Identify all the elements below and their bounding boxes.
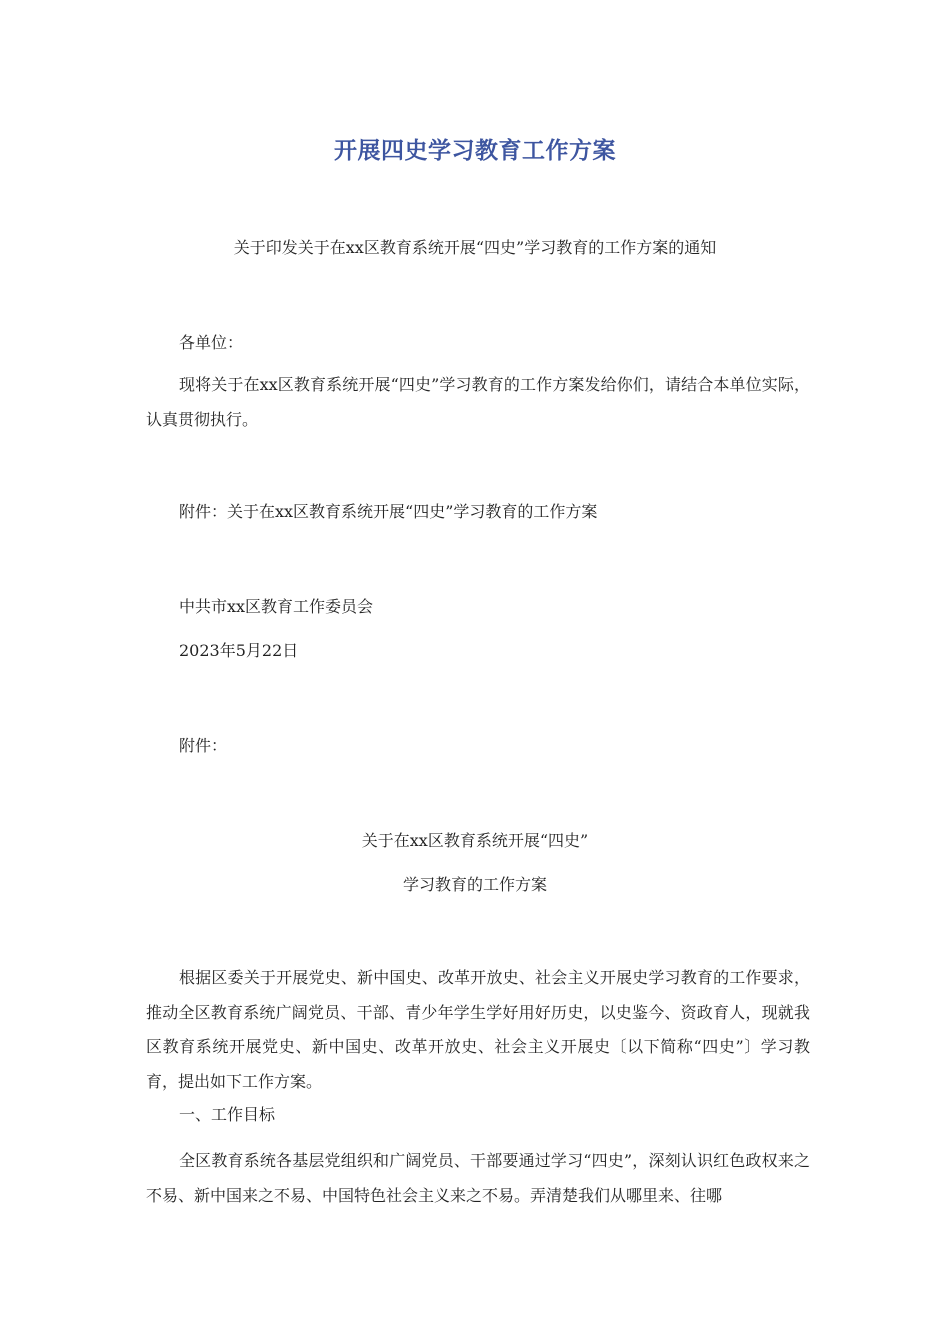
plan-title-line-2: 学习教育的工作方案 bbox=[402, 875, 547, 894]
attachment-label: 附件： bbox=[179, 736, 228, 755]
plan-title-line-1: 关于在xx区教育系统开展“四史” bbox=[361, 831, 589, 850]
issue-date: 2023年5月22日 bbox=[179, 641, 299, 660]
attachment-line: 附件：关于在xx区教育系统开展“四史”学习教育的工作方案 bbox=[179, 502, 598, 521]
salutation: 各单位： bbox=[179, 333, 244, 352]
document-title: 开展四史学习教育工作方案 bbox=[334, 138, 616, 164]
section-heading-1: 一、工作目标 bbox=[179, 1105, 276, 1124]
body-paragraph-2: 全区教育系统各基层党组织和广阔党员、干部要通过学习“四史”，深刻认识红色政权来之不易、新中国来之不易、中国特色社会主义来之不易。弄清楚我们从哪里来、往哪 bbox=[146, 1151, 810, 1205]
body-paragraph-1: 根据区委关于开展党史、新中国史、改革开放史、社会主义开展史学习教育的工作要求，推动全区教育系统广阔党员、干部、青少年学生学好用好历史，以史鉴今、资政育人，现就我区教育系统开展党史、新中国史、改革开放史、社会主义开展史〔以下简称“四史”〕学习教育，提出如下工作方案。 bbox=[146, 968, 810, 1091]
notice-title: 关于印发关于在xx区教育系统开展“四史”学习教育的工作方案的通知 bbox=[233, 238, 717, 257]
issuer: 中共市xx区教育工作委员会 bbox=[179, 597, 374, 616]
intro-paragraph: 现将关于在xx区教育系统开展“四史”学习教育的工作方案发给你们，请结合本单位实际，认真贯彻执行。 bbox=[146, 375, 810, 429]
